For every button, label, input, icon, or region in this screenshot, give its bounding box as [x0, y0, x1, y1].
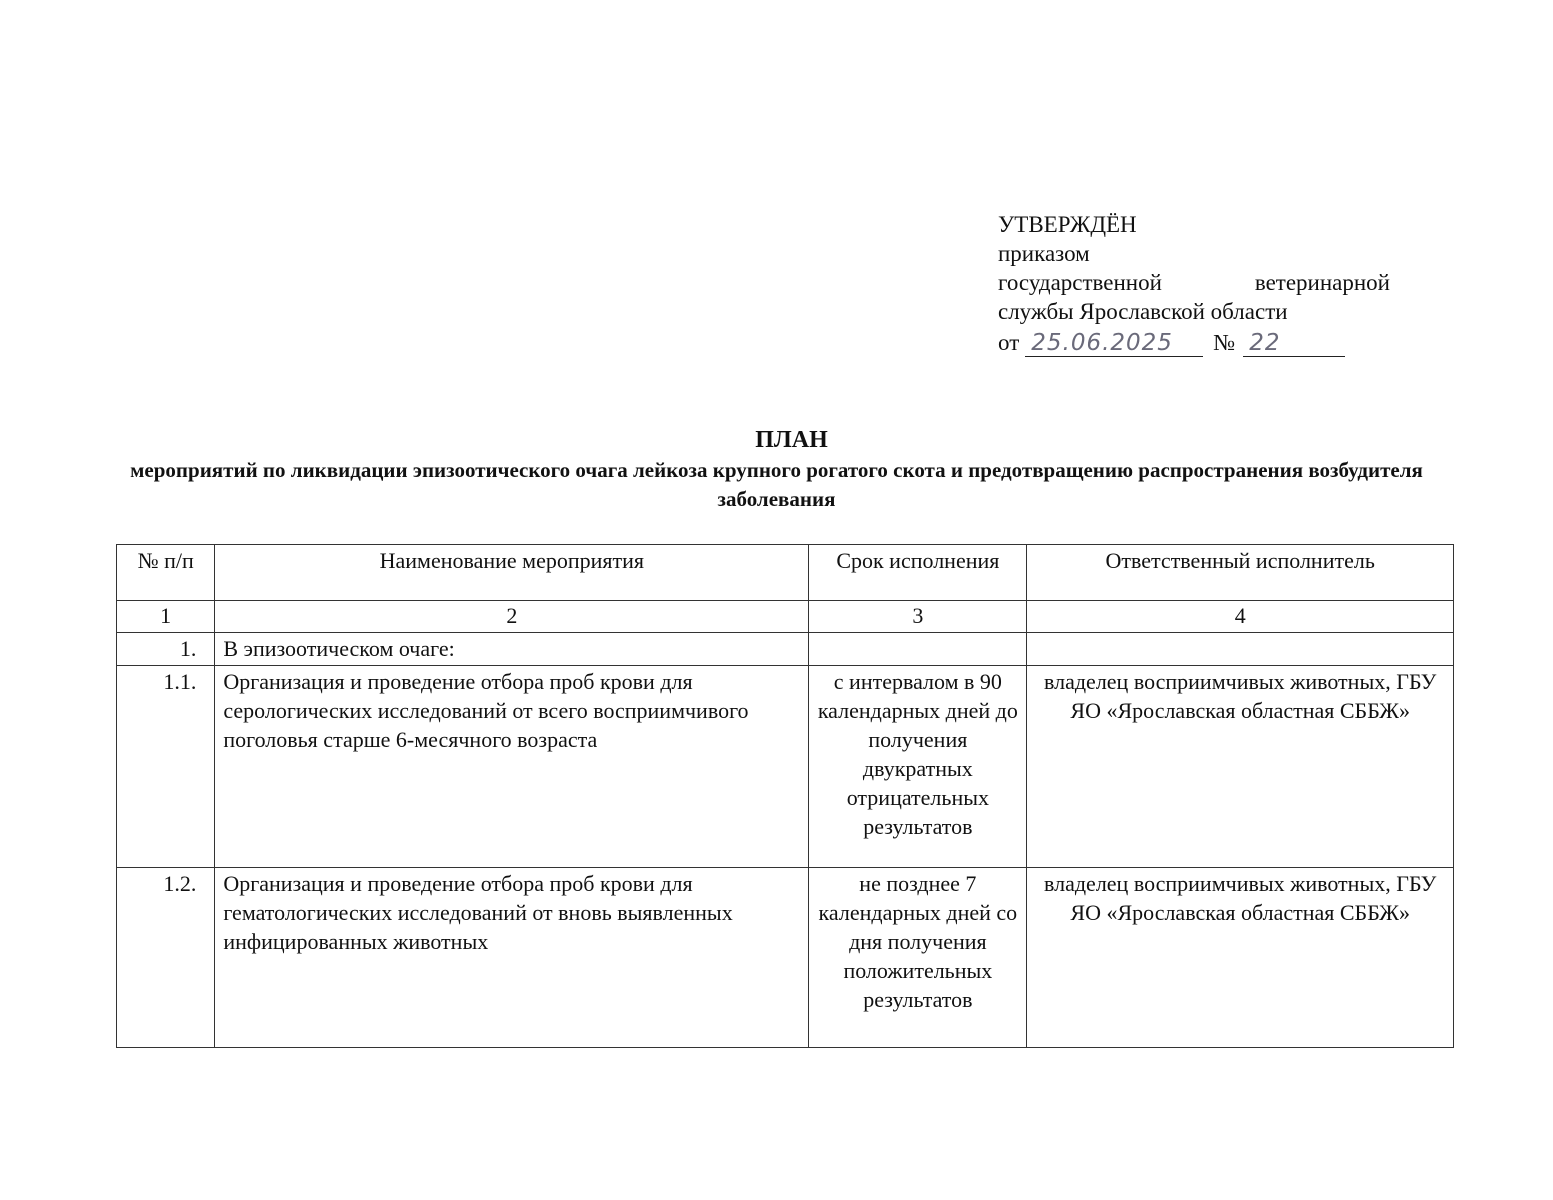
- title-subtitle: мероприятий по ликвидации эпизоотического очага лейкоза крупного рогатого скота и предотвращению распространения возбудителя заболевания: [130, 458, 1423, 511]
- authority-word-veterinary: ветеринарной: [1254, 270, 1390, 295]
- row-term: не позднее 7 календарных дней со дня получения положительных результатов: [809, 868, 1027, 1048]
- column-index: 2: [215, 601, 809, 633]
- approved-by-order: приказом: [998, 241, 1090, 266]
- row-term: [809, 633, 1027, 666]
- plan-table: [116, 544, 1454, 1048]
- header-responsible: Ответственный исполнитель: [1027, 545, 1454, 601]
- order-date-handwritten: 25.06.2025: [1025, 330, 1203, 357]
- row-number: 1.1.: [117, 666, 215, 868]
- column-index: 3: [809, 601, 1027, 633]
- table-row: [117, 868, 1454, 1048]
- row-name: В эпизоотическом очаге:: [215, 633, 809, 666]
- approved-authority-line: [998, 268, 1390, 297]
- document-title: [0, 424, 1553, 514]
- order-number-handwritten: 22: [1243, 330, 1345, 357]
- column-index: 4: [1027, 601, 1454, 633]
- order-date-number-line: [998, 328, 1390, 357]
- table-row: [117, 666, 1454, 868]
- table-row: [117, 633, 1454, 666]
- number-label: №: [1213, 330, 1236, 355]
- authority-word-state: государственной: [998, 270, 1162, 295]
- table-index-row: [117, 601, 1454, 633]
- header-name: Наименование мероприятия: [215, 545, 809, 601]
- title-heading: ПЛАН: [755, 427, 828, 453]
- row-term: с интервалом в 90 календарных дней до получения двукратных отрицательных результатов: [809, 666, 1027, 868]
- from-label: от: [998, 330, 1020, 355]
- table-header-row: [117, 545, 1454, 601]
- approved-label: УТВЕРЖДЁН: [998, 212, 1137, 237]
- header-num: № п/п: [117, 545, 215, 601]
- row-number: 1.2.: [117, 868, 215, 1048]
- header-term: Срок исполнения: [809, 545, 1027, 601]
- row-responsible: владелец восприимчивых животных, ГБУ ЯО «Ярославская областная СББЖ»: [1027, 666, 1454, 868]
- row-name: Организация и проведение отбора проб крови для гематологических исследований от вновь выявленных инфицированных животных: [215, 868, 809, 1048]
- row-responsible: [1027, 633, 1454, 666]
- approval-stamp: [998, 210, 1390, 357]
- row-name: Организация и проведение отбора проб крови для серологических исследований от всего восприимчивого поголовья старше 6-месячного возраста: [215, 666, 809, 868]
- row-number: 1.: [117, 633, 215, 666]
- column-index: 1: [117, 601, 215, 633]
- authority-region: службы Ярославской области: [998, 299, 1288, 324]
- row-responsible: владелец восприимчивых животных, ГБУ ЯО «Ярославская областная СББЖ»: [1027, 868, 1454, 1048]
